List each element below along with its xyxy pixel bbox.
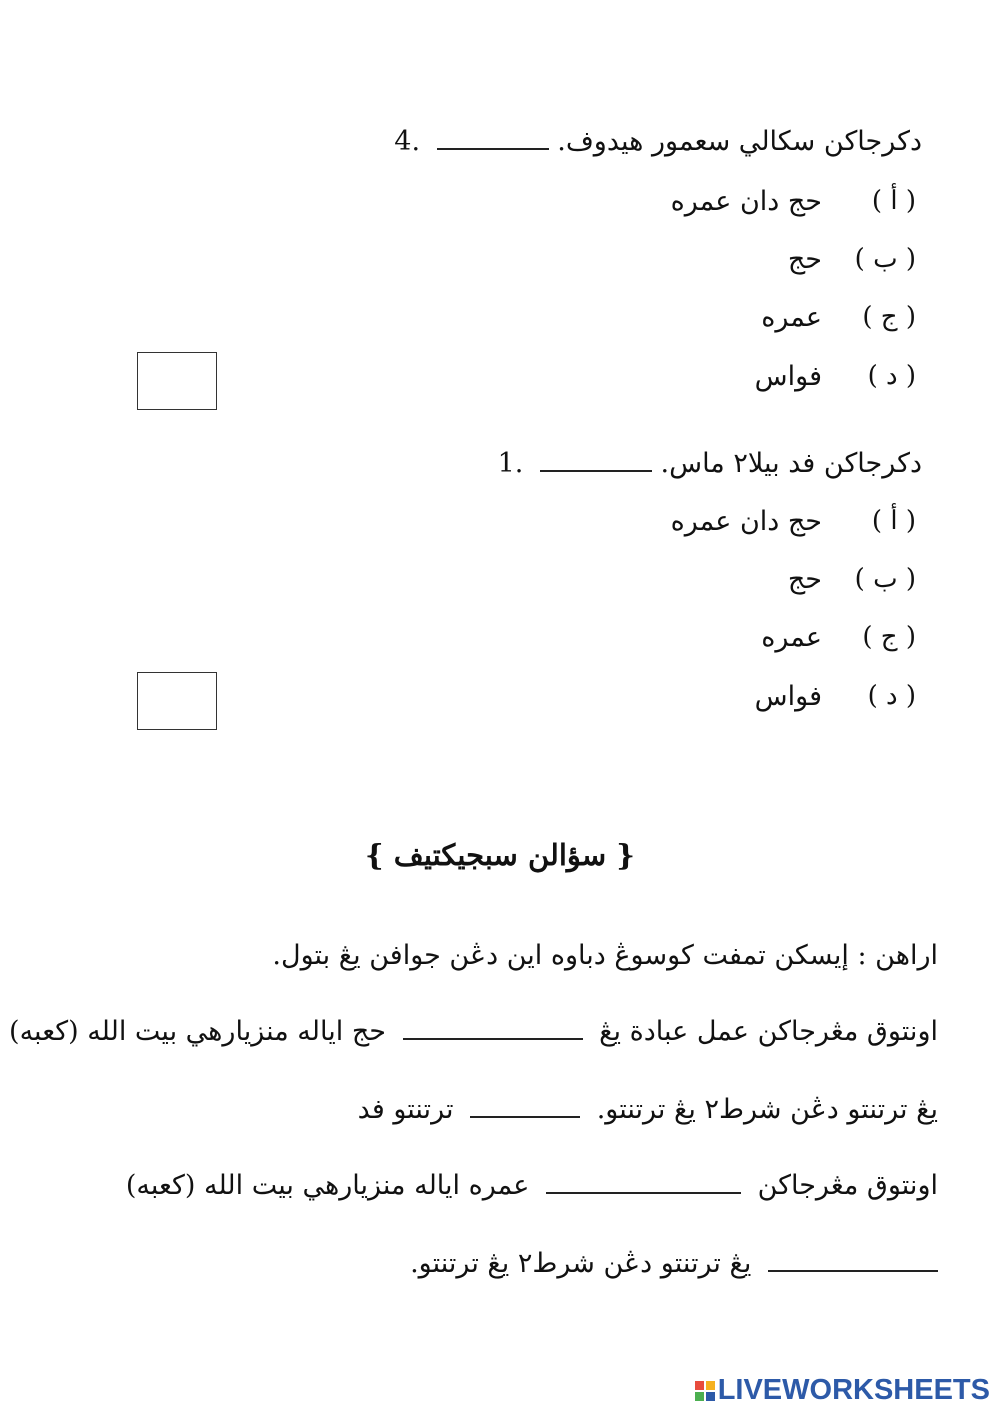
- option-text: عمره: [761, 302, 822, 333]
- fill-line-2: [358, 1094, 938, 1125]
- option-key: ( أ ): [871, 506, 916, 536]
- option-key: ( ج ): [862, 622, 916, 652]
- fill-line-3-right: عمره اياله منزيارهي بيت الله (كعبه): [125, 1170, 530, 1201]
- question-stem-line: [388, 126, 922, 157]
- question-stem: دكرجاكن سكالي سعمور هيدوف.: [557, 126, 922, 157]
- answer-blank: [437, 148, 549, 150]
- fill-line-1: [9, 1016, 938, 1047]
- option-text: حج: [787, 244, 822, 275]
- option-key: ( ج ): [862, 302, 916, 332]
- option-text: فواس: [754, 681, 822, 712]
- logo-text: LIVEWORKSHEETS: [717, 1374, 990, 1406]
- fill-line-2-left: يڠ ترتنتو دڠن شرط٢ يڠ ترتنتو.: [596, 1094, 938, 1125]
- option-key: ( ب ): [854, 244, 916, 274]
- logo-square-red: [695, 1381, 704, 1390]
- fill-blank-2[interactable]: [470, 1116, 580, 1118]
- fill-blank-4[interactable]: [768, 1270, 938, 1272]
- option-key: ( د ): [867, 681, 916, 711]
- fill-blank-1[interactable]: [403, 1038, 583, 1040]
- option-key: ( د ): [867, 361, 916, 391]
- option-text: حج دان عمره: [670, 506, 822, 537]
- question-number: .4: [394, 126, 421, 157]
- option-key: ( ب ): [854, 564, 916, 594]
- question-stem: دكرجاكن فد بيلا٢ ماس.: [660, 448, 922, 479]
- option-text: فواس: [754, 361, 822, 392]
- fill-blank-3[interactable]: [546, 1192, 741, 1194]
- question-stem-line: [492, 448, 922, 479]
- instruction-label: اراهن : إيسكن تمفت كوسوڠ دباوه اين دڠن جوافن يڠ بتول.: [272, 940, 938, 971]
- logo-square-blue: [706, 1392, 715, 1401]
- fill-line-3: [126, 1170, 938, 1201]
- section-heading: { سؤالن سبجيكتيف }: [365, 838, 635, 872]
- question-number: .1: [497, 448, 524, 479]
- option-text: عمره: [761, 622, 822, 653]
- answer-input-box[interactable]: [137, 352, 217, 410]
- instruction-text: [272, 940, 938, 971]
- option-key: ( أ ): [871, 186, 916, 216]
- answer-blank: [540, 470, 652, 472]
- fill-line-1-right: حج اياله منزيارهي بيت الله (كعبه): [9, 1016, 386, 1047]
- logo-square-green: [695, 1392, 704, 1401]
- logo-mark-icon: [695, 1381, 715, 1401]
- fill-line-2-right: ترتنتو فد: [357, 1094, 454, 1125]
- fill-line-1-left: اونتوق مڠرجاكن عمل عبادة يڠ: [599, 1016, 938, 1047]
- fill-line-3-left: اونتوق مڠرجاكن: [757, 1170, 938, 1201]
- liveworksheets-logo: [695, 1374, 990, 1407]
- option-text: حج: [787, 564, 822, 595]
- option-text: حج دان عمره: [670, 186, 822, 217]
- answer-input-box[interactable]: [137, 672, 217, 730]
- fill-line-4-left: يڠ ترتنتو دڠن شرط٢ يڠ ترتنتو.: [410, 1248, 752, 1279]
- logo-square-yellow: [706, 1381, 715, 1390]
- fill-line-4: [410, 1248, 938, 1279]
